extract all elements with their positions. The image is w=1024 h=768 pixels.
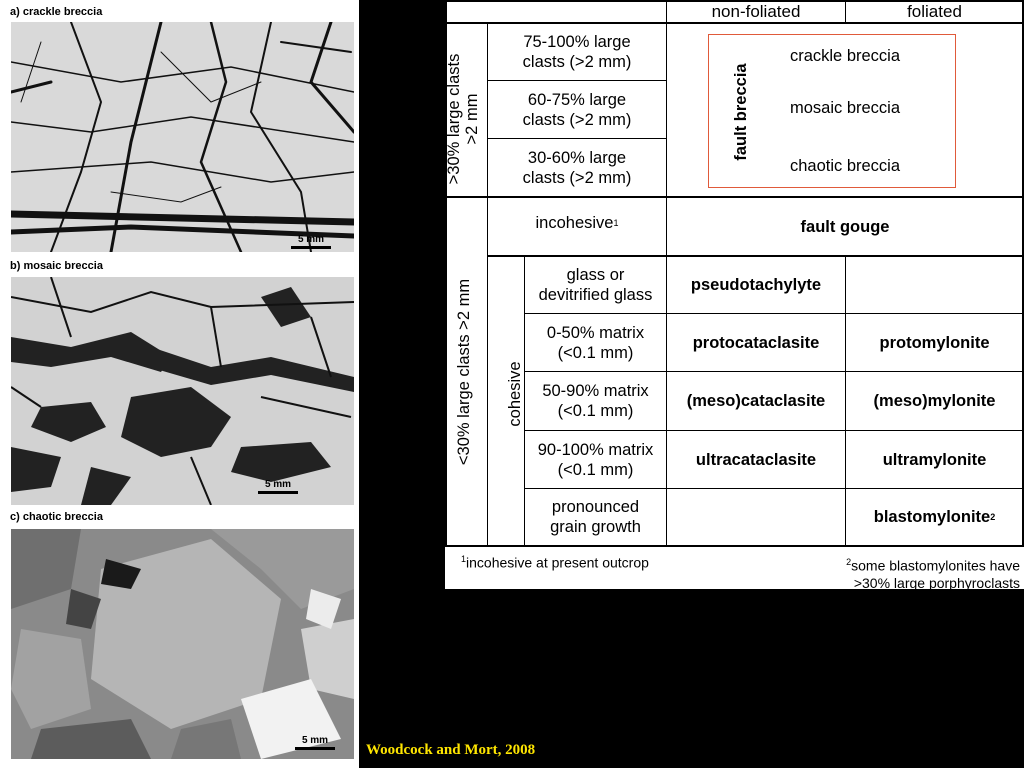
rock-mesocataclasite: (meso)cataclasite [686, 392, 826, 410]
scale-bar-b: 5 mm [258, 479, 298, 494]
breccia-crackle: crackle breccia [789, 47, 901, 65]
criterion-90-100-matrix: 90-100% matrix (<0.1 mm) [537, 440, 654, 479]
fault-gouge: fault gouge [800, 217, 890, 236]
rock-protocataclasite: protocataclasite [692, 333, 820, 352]
rock-mesomylonite: (meso)mylonite [873, 392, 996, 410]
mosaic-breccia-caption: b) mosaic breccia [10, 260, 103, 272]
rock-protomylonite: protomylonite [879, 333, 990, 352]
criterion-glass: glass or devitrified glass [538, 266, 653, 304]
footnote-1: $^1$incohesive at present outcrop [461, 554, 649, 571]
fault-rock-classification-table [445, 0, 1024, 589]
group-label-large-clasts: >30% large clasts >2 mm [445, 53, 481, 185]
criterion-0-50-matrix: 0-50% matrix (<0.1 mm) [546, 323, 645, 362]
criterion-incohesive: incohesive 1 [535, 214, 619, 232]
chaotic-breccia-caption: c) chaotic breccia [10, 511, 103, 523]
fault-breccia-label: fault breccia [732, 63, 750, 161]
header-foliated: foliated [907, 2, 962, 21]
mosaic-breccia-photo [11, 277, 354, 505]
rock-pseudotachylyte: pseudotachylyte [690, 276, 822, 294]
group-label-small-clasts: <30% large clasts >2 mm [455, 278, 473, 466]
crackle-breccia-caption: a) crackle breccia [10, 6, 103, 18]
cohesive-label: cohesive [506, 361, 524, 427]
citation-credit: Woodcock and Mort, 2008 [366, 742, 536, 758]
chaotic-breccia-photo [11, 529, 354, 759]
breccia-chaotic: chaotic breccia [789, 157, 901, 175]
criterion-60-75: 60-75% large clasts (>2 mm) [522, 90, 632, 129]
criterion-75-100: 75-100% large clasts (>2 mm) [522, 33, 632, 71]
criterion-50-90-matrix: 50-90% matrix (<0.1 mm) [542, 382, 649, 420]
rock-ultramylonite: ultramylonite [882, 450, 987, 469]
header-non-foliated: non-foliated [711, 2, 801, 21]
criterion-30-60: 30-60% large clasts (>2 mm) [522, 148, 632, 187]
criterion-grain-growth: pronounced grain growth [550, 498, 641, 536]
crackle-breccia-photo [11, 22, 354, 252]
breccia-mosaic: mosaic breccia [789, 99, 901, 117]
rock-ultracataclasite: ultracataclasite [695, 450, 817, 469]
scale-bar-c: 5 mm [295, 735, 335, 750]
rock-blastomylonite: blastomylonite 2 [873, 508, 996, 526]
footnote-2: $^2$some blastomylonites have >30% large porphyroclasts [846, 557, 1020, 591]
scale-bar-a: 5 mm [291, 234, 331, 249]
breccia-photo-panel [0, 0, 359, 768]
